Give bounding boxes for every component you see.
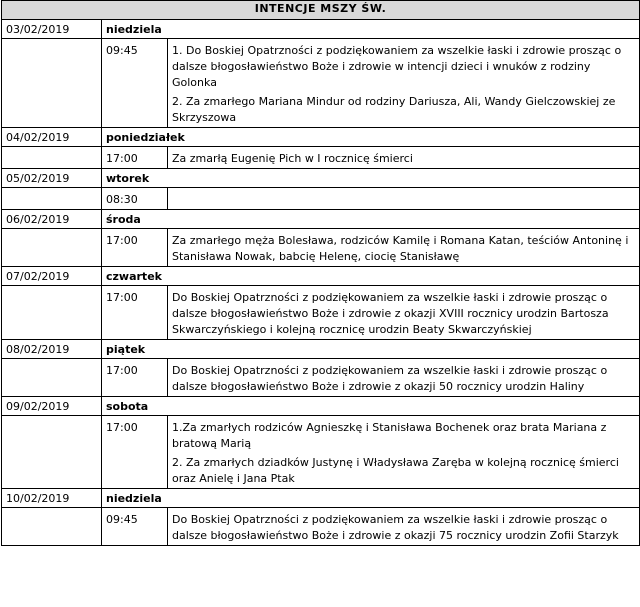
intention-text: Do Boskiej Opatrzności z podziękowaniem za wszelkie łaski i zdrowie prosząc o dalsze błogosławieństwo Boże i zdrowie z okazji 50 rocznicy urodzin Haliny [172, 364, 608, 393]
empty-cell [2, 39, 102, 128]
day-date: 07/02/2019 [2, 267, 102, 286]
day-row [2, 128, 640, 147]
intention-text: Do Boskiej Opatrzności z podziękowaniem za wszelkie łaski i zdrowie prosząc o dalsze błogosławieństwo Boże i zdrowie z okazji 75 rocznicy urodzin Zofii Starzyk [172, 513, 619, 542]
mass-intentions [168, 229, 640, 267]
day-date: 09/02/2019 [2, 397, 102, 416]
intention-text: Za zmarłego męża Bolesława, rodziców Kamilę i Romana Katan, teściów Antoninę i Stanisława Nowak, babcię Helenę, ciocię Stanisławę [172, 234, 629, 263]
empty-cell [2, 286, 102, 340]
day-row [2, 397, 640, 416]
day-date: 10/02/2019 [2, 489, 102, 508]
mass-row [2, 416, 640, 489]
day-row [2, 210, 640, 229]
day-name: niedziela [102, 20, 640, 39]
mass-row [2, 229, 640, 267]
day-row [2, 489, 640, 508]
day-name: środa [102, 210, 640, 229]
mass-row [2, 39, 640, 128]
day-date: 06/02/2019 [2, 210, 102, 229]
mass-time: 17:00 [102, 147, 168, 169]
day-name: piątek [102, 340, 640, 359]
mass-time: 17:00 [102, 229, 168, 267]
page-title: INTENCJE MSZY ŚW. [2, 1, 640, 20]
empty-cell [2, 508, 102, 546]
mass-row [2, 286, 640, 340]
empty-cell [2, 147, 102, 169]
mass-time: 17:00 [102, 359, 168, 397]
empty-cell [2, 359, 102, 397]
day-name: niedziela [102, 489, 640, 508]
empty-cell [2, 416, 102, 489]
mass-intentions [168, 416, 640, 489]
intention-text: 2. Za zmarłych dziadków Justynę i Władysława Zaręba w kolejną rocznicę śmierci oraz Anielę i Jana Ptak [172, 456, 619, 485]
day-date: 08/02/2019 [2, 340, 102, 359]
day-name: poniedziałek [102, 128, 640, 147]
mass-time: 09:45 [102, 39, 168, 128]
day-date: 04/02/2019 [2, 128, 102, 147]
day-name: czwartek [102, 267, 640, 286]
intention-text: 2. Za zmarłego Mariana Mindur od rodziny Dariusza, Ali, Wandy Gielczowskiej ze Skrzyszowa [172, 95, 616, 124]
empty-cell [2, 229, 102, 267]
mass-row [2, 359, 640, 397]
intention-text: 1.Za zmarłych rodziców Agnieszkę i Stanisława Bochenek oraz brata Mariana z bratową Marią [172, 421, 607, 450]
mass-intentions [168, 508, 640, 546]
mass-intentions [168, 147, 640, 169]
mass-time: 09:45 [102, 508, 168, 546]
day-name: sobota [102, 397, 640, 416]
mass-intentions [168, 188, 640, 210]
day-row [2, 267, 640, 286]
intention-text: Za zmarłą Eugenię Pich w I rocznicę śmierci [172, 152, 413, 165]
mass-intentions [168, 39, 640, 128]
mass-row [2, 147, 640, 169]
day-date: 05/02/2019 [2, 169, 102, 188]
day-row [2, 20, 640, 39]
day-name: wtorek [102, 169, 640, 188]
day-date: 03/02/2019 [2, 20, 102, 39]
mass-row [2, 508, 640, 546]
mass-intentions-table [1, 0, 640, 546]
intention-text: Do Boskiej Opatrzności z podziękowaniem za wszelkie łaski i zdrowie prosząc o dalsze błogosławieństwo Boże i zdrowie z okazji XVIII rocznicy urodzin Bartosza Skwarczyńskiego i kolejną rocznicę urodzin Beaty Skwarczyńskiej [172, 291, 609, 336]
mass-time: 17:00 [102, 416, 168, 489]
mass-time: 17:00 [102, 286, 168, 340]
title-row [2, 1, 640, 20]
mass-time: 08:30 [102, 188, 168, 210]
empty-cell [2, 188, 102, 210]
mass-row [2, 188, 640, 210]
mass-intentions [168, 286, 640, 340]
day-row [2, 340, 640, 359]
day-row [2, 169, 640, 188]
mass-intentions [168, 359, 640, 397]
intention-text: 1. Do Boskiej Opatrzności z podziękowaniem za wszelkie łaski i zdrowie prosząc o dalsze błogosławieństwo Boże i zdrowie w intencji dzieci i wnuków z rodziny Golonka [172, 44, 622, 89]
